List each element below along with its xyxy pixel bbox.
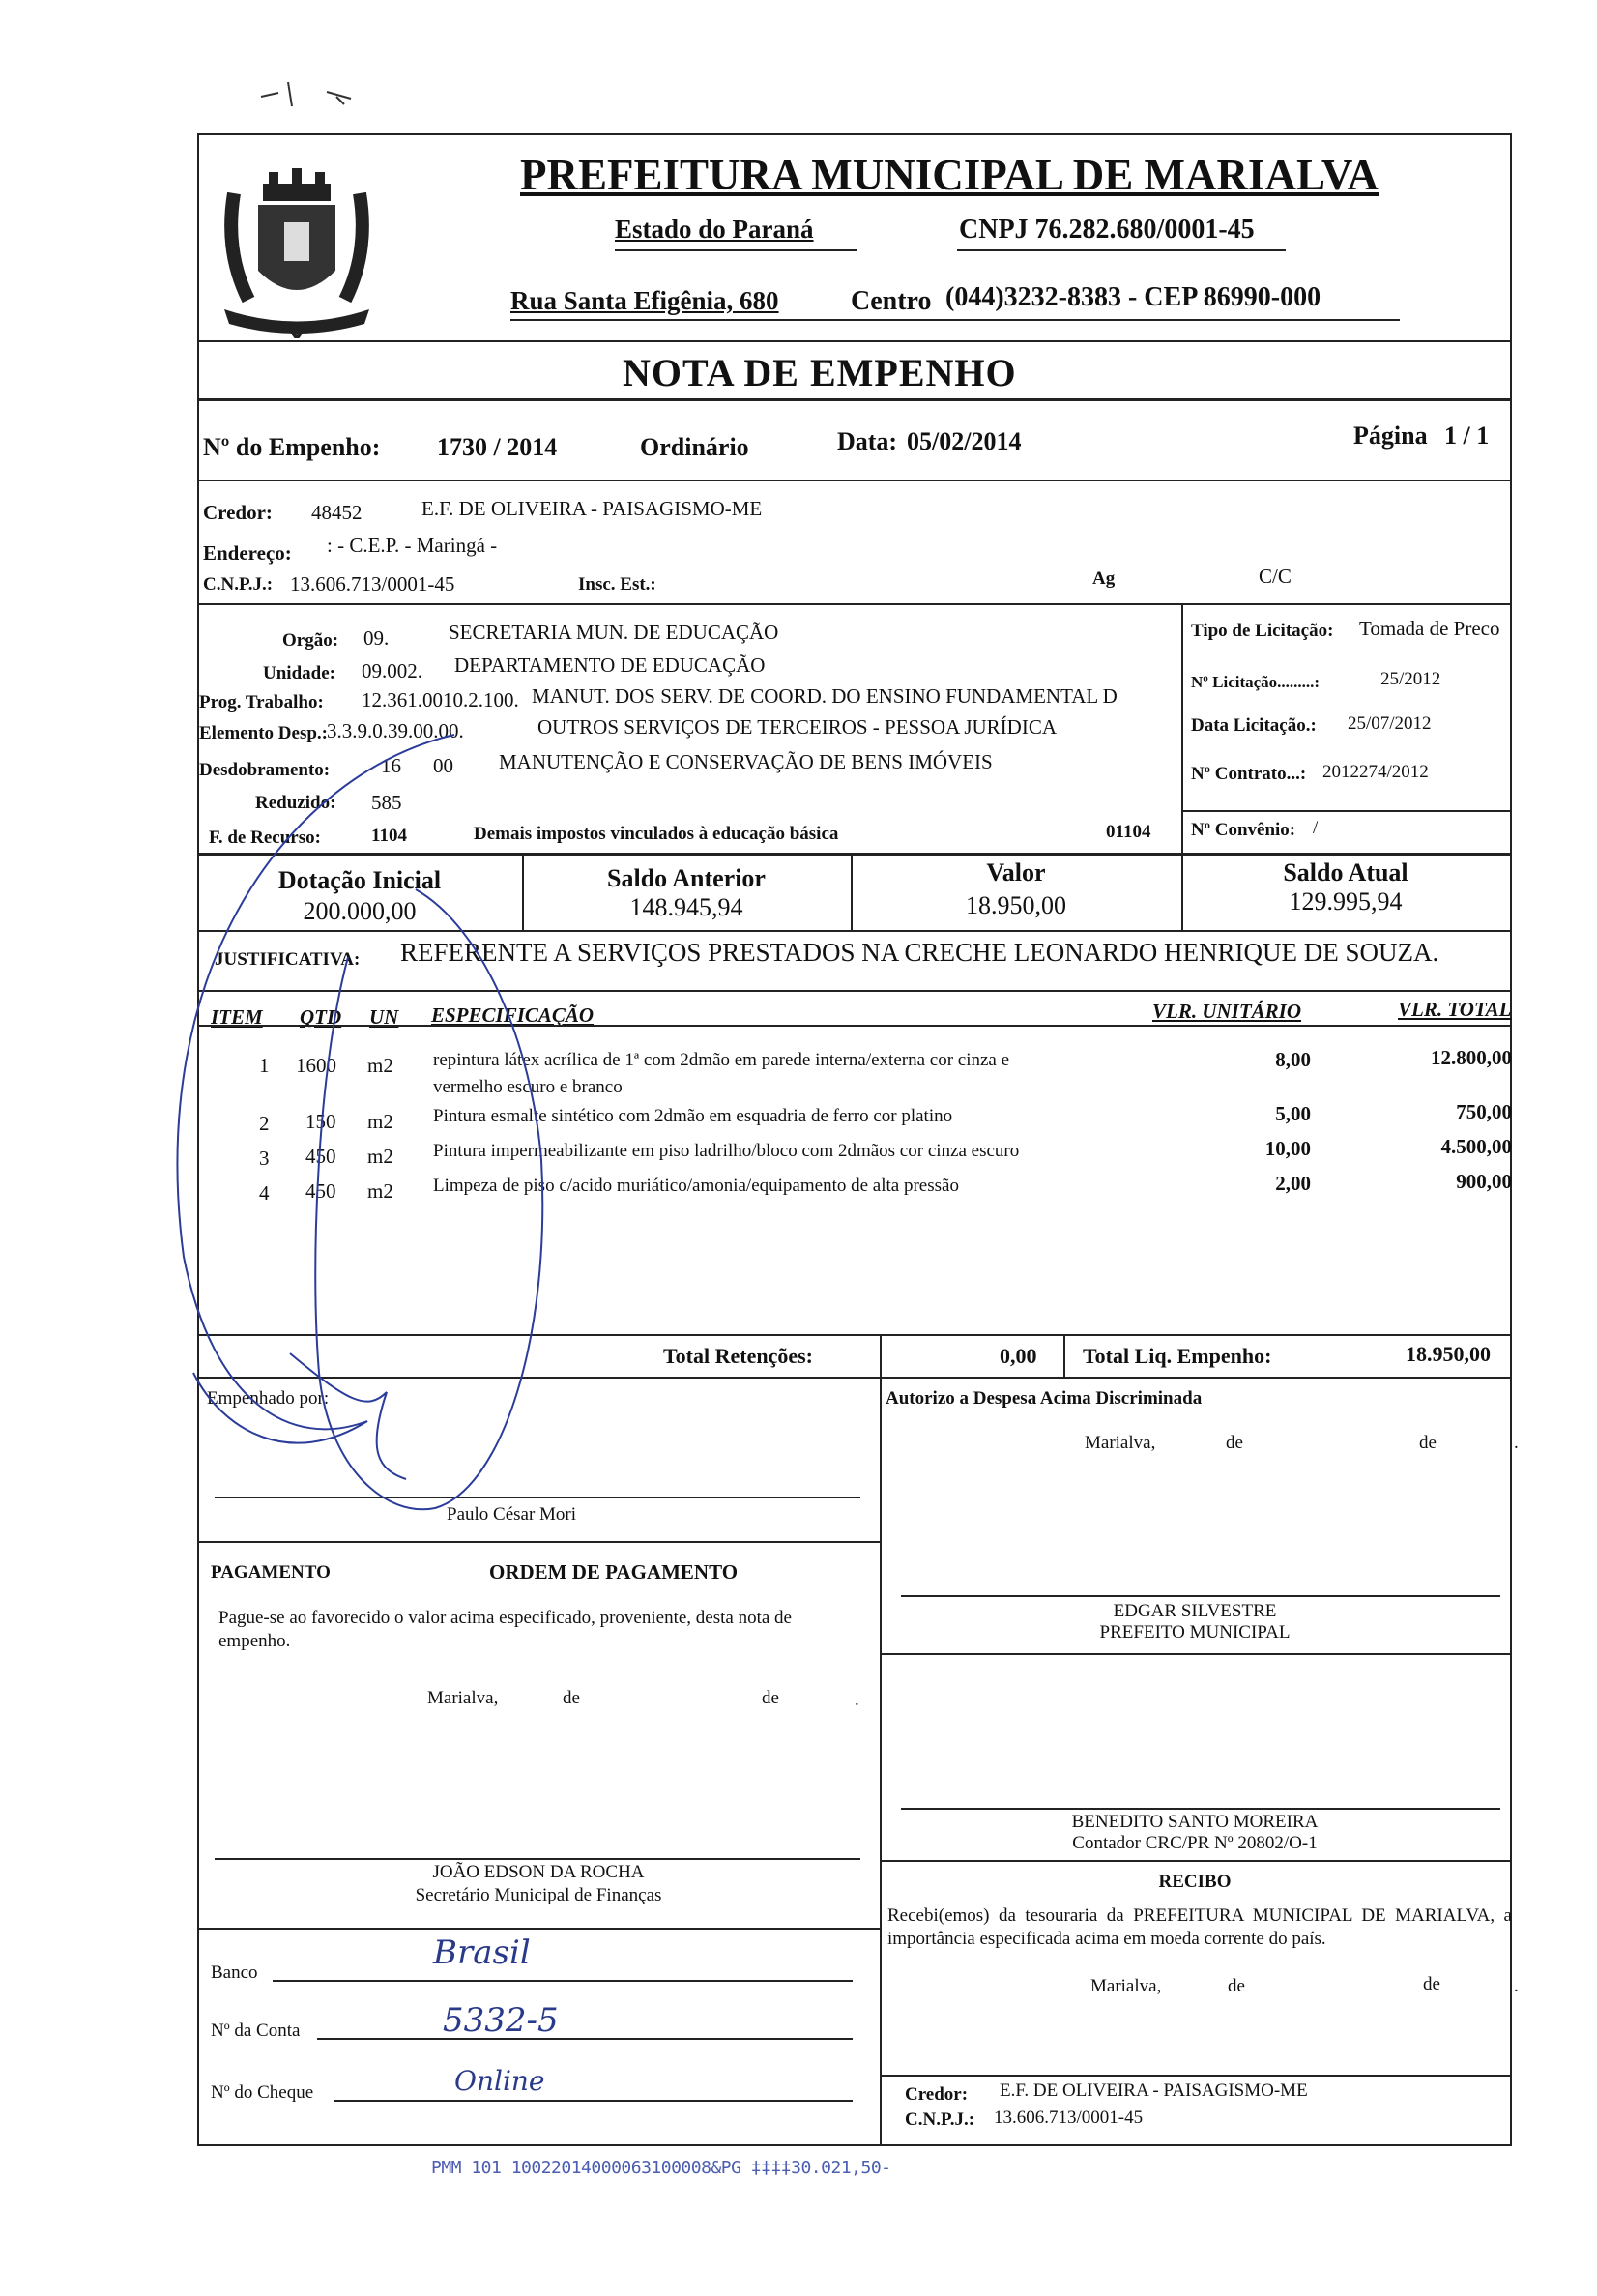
recibo-city: Marialva,: [1090, 1976, 1162, 1996]
licitacao-date-label: Data Licitação.:: [1191, 715, 1317, 736]
convenio-label: Nº Convênio:: [1191, 820, 1296, 840]
recibo-credor-label: Credor:: [905, 2084, 969, 2105]
item-total: 900,00: [1456, 1170, 1512, 1193]
item-qtd: 450: [305, 1179, 336, 1203]
contrato-value: 2012274/2012: [1322, 762, 1429, 782]
pagamento-text: Pague-se ao favorecido o valor acima especificado, proveniente, desta nota de empenho.: [218, 1608, 792, 1651]
state-underline: [615, 249, 857, 251]
empenho-type: Ordinário: [640, 433, 749, 461]
totals-div1: [880, 1334, 882, 1377]
budget-separator: [197, 853, 1512, 856]
saldo-atual-value: 129.995,94: [1289, 887, 1403, 915]
frame-left: [197, 133, 199, 2144]
item-desc: Limpeza de piso c/acido muriático/amonia/equipamento de alta pressão: [433, 1176, 959, 1196]
banco-line: [273, 1980, 853, 1982]
autorizo-text: Autorizo a Despesa Acima Discriminada: [886, 1388, 1203, 1409]
recibo-de1: de: [1228, 1976, 1245, 1996]
conta-line: [317, 2038, 853, 2040]
col-item: ITEM: [211, 1005, 263, 1029]
contador-bottom-line: [880, 1860, 1510, 1862]
col-qtd: QTD: [300, 1005, 342, 1029]
page-number: 1 / 1: [1444, 421, 1490, 450]
saldo-anterior-label: Saldo Anterior: [607, 864, 766, 892]
empenhado-label: Empenhado por:: [207, 1388, 330, 1409]
recibo-credor-line: [880, 2075, 1510, 2077]
dotacao-label: Dotação Inicial: [277, 866, 442, 894]
autorizo-city: Marialva,: [1085, 1433, 1156, 1453]
item-total: 12.800,00: [1431, 1046, 1512, 1069]
recurso-code: 01104: [1106, 822, 1151, 842]
valor-label: Valor: [986, 858, 1046, 886]
col-espec: ESPECIFICAÇÃO: [431, 1003, 595, 1027]
coat-of-arms-logo: [205, 155, 389, 338]
retencoes-label: Total Retenções:: [663, 1344, 813, 1368]
cnpj-value: 13.606.713/0001-45: [290, 572, 455, 596]
desdobramento-b: 00: [433, 754, 453, 777]
orgao-desc: SECRETARIA MUN. DE EDUCAÇÃO: [449, 621, 779, 644]
empenhado-bottom-line: [197, 1541, 880, 1543]
elemento-label: Elemento Desp.:: [199, 723, 328, 743]
saldo-separator: [197, 930, 1512, 932]
credor-name: E.F. DE OLIVEIRA - PAISAGISMO-ME: [421, 497, 763, 520]
empenhado-name: Paulo César Mori: [447, 1504, 577, 1525]
banco-label: Banco: [211, 1962, 258, 1983]
valor-value: 18.950,00: [966, 891, 1066, 919]
address-underline: [510, 319, 1400, 321]
pagamento-label: PAGAMENTO: [211, 1562, 331, 1583]
item-unit: 5,00: [1275, 1102, 1311, 1125]
saldo-anterior-value: 148.945,94: [629, 893, 743, 921]
prefeito-sign-line: [901, 1595, 1500, 1597]
header-phone: (044)3232-8383 - CEP 86990-000: [945, 282, 1321, 312]
address-value: : - C.E.P. - Maringá -: [327, 534, 498, 557]
contrato-label: Nº Contrato...:: [1191, 764, 1307, 784]
autorizo-dot: .: [1514, 1433, 1519, 1453]
justificativa-separator: [197, 990, 1512, 992]
saldo-atual-label: Saldo Atual: [1283, 858, 1408, 886]
signature-divider: [880, 1377, 882, 2144]
cheque-value: Online: [454, 2065, 545, 2097]
cnpj-label: C.N.P.J.:: [203, 574, 274, 595]
item-un: m2: [367, 1179, 393, 1203]
item-unit: 8,00: [1275, 1048, 1311, 1071]
scan-mark: [259, 77, 317, 91]
convenio-line: [1181, 810, 1510, 812]
header-state: Estado do Paraná: [615, 215, 814, 244]
header-cnpj: CNPJ 76.282.680/0001-45: [959, 215, 1255, 245]
secretario-bottom-line: [197, 1928, 880, 1930]
recibo-de2: de: [1423, 1974, 1440, 1994]
licitacao-number-label: Nº Licitação.........:: [1191, 673, 1321, 691]
dotacao-value: 200.000,00: [303, 897, 417, 925]
reduzido-label: Reduzido:: [255, 793, 336, 813]
title-separator: [197, 398, 1512, 401]
item-qtd: 1600: [296, 1054, 336, 1077]
cnpj-underline: [957, 249, 1286, 251]
prefeito-name: EDGAR SILVESTRE: [1113, 1601, 1277, 1621]
item-unit: 10,00: [1264, 1137, 1311, 1160]
item-number: 4: [259, 1181, 270, 1205]
secretario-name: JOÃO EDSON DA ROCHA: [432, 1862, 645, 1882]
item-number: 2: [259, 1112, 270, 1135]
unidade-value: 09.002.: [362, 659, 422, 683]
retencoes-value: 0,00: [1000, 1344, 1037, 1368]
item-qtd: 150: [305, 1110, 336, 1133]
elemento-desc: OUTROS SERVIÇOS DE TERCEIROS - PESSOA JURÍDICA: [537, 715, 1058, 739]
contador-name: BENEDITO SANTO MOREIRA: [1071, 1812, 1319, 1832]
pagamento-city: Marialva,: [427, 1688, 499, 1708]
item-desc: Pintura impermeabilizante em piso ladrilho/bloco com 2dmãos cor cinza escuro: [433, 1141, 1020, 1161]
document-title: NOTA DE EMPENHO: [623, 351, 1017, 394]
recibo-cnpj-label: C.N.P.J.:: [905, 2109, 975, 2130]
recurso-value: 1104: [371, 826, 407, 846]
empenho-date: 05/02/2014: [907, 427, 1022, 455]
recibo-dot: .: [1514, 1976, 1519, 1996]
justificativa-text: REFERENTE A SERVIÇOS PRESTADOS NA CRECHE LEONARDO HENRIQUE DE SOUZA.: [400, 938, 1439, 967]
unidade-desc: DEPARTAMENTO DE EDUCAÇÃO: [454, 654, 766, 677]
ordem-pagamento-label: ORDEM DE PAGAMENTO: [489, 1560, 739, 1584]
item-total: 750,00: [1456, 1100, 1512, 1123]
totals-div2: [1063, 1334, 1065, 1377]
liq-value: 18.950,00: [1406, 1342, 1491, 1366]
item-un: m2: [367, 1054, 393, 1077]
autorizo-de1: de: [1226, 1433, 1243, 1453]
col-total: VLR. TOTAL: [1398, 998, 1512, 1021]
conta-label: Nº da Conta: [211, 2020, 301, 2041]
totals-top-line: [197, 1334, 1512, 1336]
header-top-line: [197, 133, 1512, 135]
item-un: m2: [367, 1145, 393, 1168]
items-header-line: [197, 1025, 1512, 1027]
licitacao-number: 25/2012: [1380, 669, 1441, 689]
unidade-label: Unidade:: [263, 663, 335, 683]
cheque-line: [334, 2100, 853, 2102]
cc-label: C/C: [1259, 565, 1292, 588]
secretario-title: Secretário Municipal de Finanças: [415, 1885, 662, 1905]
recibo-credor-value: E.F. DE OLIVEIRA - PAISAGISMO-ME: [1000, 2080, 1308, 2101]
recibo-cnpj-value: 13.606.713/0001-45: [994, 2107, 1144, 2128]
budget-divider: [1181, 603, 1183, 853]
contador-title: Contador CRC/PR Nº 20802/O-1: [1072, 1833, 1318, 1853]
header-title: PREFEITURA MUNICIPAL DE MARIALVA: [520, 151, 1379, 199]
banco-value: Brasil: [433, 1933, 531, 1972]
insc-label: Insc. Est.:: [578, 574, 656, 595]
autorizo-de2: de: [1419, 1433, 1437, 1453]
licitacao-date: 25/07/2012: [1348, 713, 1432, 734]
recurso-desc: Demais impostos vinculados à educação básica: [474, 824, 839, 844]
elemento-value: 3.3.9.0.39.00.00.: [327, 719, 464, 742]
justificativa-label: JUSTIFICATIVA:: [215, 949, 361, 970]
item-qtd: 450: [305, 1145, 336, 1168]
item-desc: repintura látex acrílica de 1ª com 2dmão em parede interna/externa cor cinza e: [433, 1050, 1010, 1070]
prog-label: Prog. Trabalho:: [199, 692, 324, 712]
contador-sign-line: [901, 1808, 1500, 1810]
page-label: Página: [1353, 421, 1428, 450]
reduzido-value: 585: [371, 791, 402, 814]
item-total: 4.500,00: [1440, 1135, 1512, 1158]
conta-value: 5332-5: [443, 2001, 559, 2040]
licitacao-type-label: Tipo de Licitação:: [1191, 621, 1334, 641]
prog-desc: MANUT. DOS SERV. DE COORD. DO ENSINO FUNDAMENTAL D: [532, 684, 1118, 708]
header-district: Centro: [851, 286, 932, 316]
cheque-label: Nº do Cheque: [211, 2082, 314, 2103]
empenhado-sign-line: [215, 1497, 860, 1498]
header-street: Rua Santa Efigênia, 680: [510, 286, 779, 315]
liq-label: Total Liq. Empenho:: [1083, 1344, 1272, 1368]
empenho-number-label: Nº do Empenho:: [203, 433, 381, 461]
desdobramento-label: Desdobramento:: [199, 760, 331, 780]
item-desc: Pintura esmalte sintético com 2dmão em esquadria de ferro cor platino: [433, 1106, 953, 1126]
prefeito-bottom-line: [880, 1653, 1510, 1655]
orgao-label: Orgão:: [282, 630, 339, 651]
frame-bottom: [197, 2144, 1512, 2146]
pagamento-de1: de: [563, 1688, 580, 1708]
empenho-date-label: Data:: [837, 427, 898, 455]
desdobramento-desc: MANUTENÇÃO E CONSERVAÇÃO DE BENS IMÓVEIS: [499, 750, 993, 773]
item-unit: 2,00: [1275, 1172, 1311, 1195]
item-un: m2: [367, 1110, 393, 1133]
empenho-number: 1730 / 2014: [437, 433, 558, 461]
credor-label: Credor:: [203, 501, 273, 524]
credor-separator: [197, 603, 1512, 605]
footer-stamp: PMM 101 10022014000063100008&PG ‡‡‡‡30.021,50-: [431, 2158, 891, 2178]
credor-code: 48452: [311, 501, 363, 524]
item-number: 1: [259, 1054, 270, 1077]
recibo-text: Recebi(emos) da tesouraria da PREFEITURA MUNICIPAL DE MARIALVA, a importância especificada acima em moeda corrente do país.: [887, 1905, 1512, 1949]
item-desc-cont: vermelho escuro e branco: [433, 1077, 623, 1097]
recibo-title: RECIBO: [1158, 1872, 1232, 1892]
col-un: UN: [369, 1005, 399, 1029]
prefeito-title: PREFEITO MUNICIPAL: [1099, 1622, 1291, 1642]
convenio-value: /: [1313, 818, 1319, 838]
address-label: Endereço:: [203, 541, 292, 565]
prog-value: 12.361.0010.2.100.: [362, 688, 519, 712]
licitacao-type: Tomada de Preco: [1359, 617, 1500, 640]
col-unit: VLR. UNITÁRIO: [1152, 1000, 1302, 1023]
empenho-separator: [197, 480, 1512, 481]
secretario-sign-line: [215, 1858, 860, 1860]
header-separator: [197, 340, 1512, 342]
totals-bottom-line: [197, 1377, 1512, 1379]
pagamento-de2: de: [762, 1688, 779, 1708]
item-number: 3: [259, 1147, 270, 1170]
ag-label: Ag: [1092, 568, 1116, 589]
orgao-value: 09.: [363, 626, 390, 650]
desdobramento-a: 16: [381, 754, 401, 777]
recurso-label: F. de Recurso:: [209, 828, 321, 848]
pagamento-dot: .: [855, 1690, 859, 1710]
